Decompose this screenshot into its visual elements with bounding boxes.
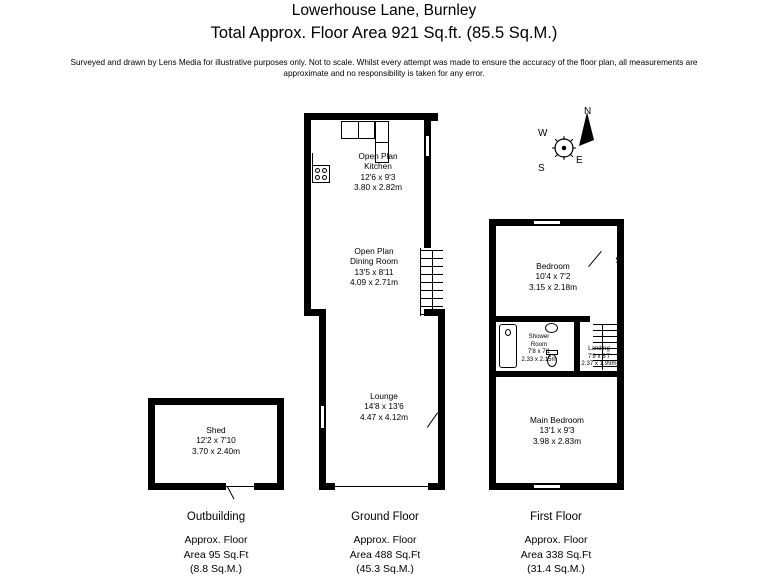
compass-rose (532, 106, 608, 182)
lounge-window-left (320, 405, 325, 429)
outbuilding-plan (148, 398, 284, 490)
ground-floor-plan (304, 113, 454, 490)
dining-label (324, 246, 424, 288)
shed-dim-metric: 3.70 x 2.40m (192, 445, 240, 456)
page-title: Lowerhouse Lane, Burnley (291, 2, 477, 19)
bedroom-s-marker: S (615, 255, 621, 265)
kitchen-cabinet-line (375, 142, 389, 143)
bedroom-dim-metric: 3.15 x 2.18m (529, 281, 577, 292)
disclaimer (64, 57, 704, 79)
compass-east-label: E (576, 155, 583, 166)
kitchen-wall-right-upper (431, 113, 438, 121)
shower-room-dim-metric: 2.33 x 2.15m (521, 355, 557, 363)
ground-area-line2: Area 488 Sq.Ft (349, 548, 421, 561)
ground-wall-right-jog (424, 309, 445, 316)
kitchen-name-line1: Open Plan (358, 151, 398, 161)
landing-dim-imperial: 7'9 x 6'7 (587, 352, 611, 360)
bedroom-label (503, 261, 603, 292)
ground-wall-right-lower (438, 309, 445, 490)
main-bedroom-dim-metric: 3.98 x 2.83m (533, 435, 581, 446)
landing-label (575, 345, 623, 368)
ground-wall-left-step (319, 309, 326, 395)
ground-wall-bottom-left (319, 483, 335, 490)
kitchen-name-line2: Kitchen (364, 161, 392, 172)
lounge-label (332, 391, 436, 422)
first-floor-plan (489, 219, 624, 490)
footer-text-ground-floor (285, 533, 485, 577)
lounge-name: Lounge (370, 391, 398, 401)
first-wall-landing-bottom (489, 371, 624, 377)
first-wall-left (489, 219, 496, 490)
shed-wall-left (148, 398, 155, 490)
kitchen-hob-burner-2 (322, 168, 327, 173)
main-bedroom-label (502, 415, 612, 446)
ground-front-threshold (335, 486, 428, 487)
shower-room-name-line2: Room (530, 340, 548, 348)
dining-dim-metric: 4.09 x 2.71m (350, 277, 398, 288)
lounge-dim-imperial: 14'8 x 13'6 (364, 401, 404, 412)
outbuilding-area-line3: (8.8 Sq.M.) (190, 563, 242, 575)
ground-area-line3: (45.3 Sq.M.) (356, 563, 414, 575)
first-area-line2: Area 338 Sq.Ft (520, 548, 592, 561)
compass-north-label: N (584, 106, 592, 117)
shower-room-name-line1: Shower (528, 333, 550, 340)
kitchen-sink-divider (358, 122, 359, 138)
footer-title-ground-floor: Ground Floor (351, 511, 419, 523)
compass-west-label: W (538, 128, 548, 139)
kitchen-worktop-edge (312, 153, 313, 165)
bedroom-name: Bedroom (536, 261, 570, 271)
bedroom-window (533, 220, 561, 225)
shed-wall-top (148, 398, 284, 405)
disclaimer-line-2: all measurements are approximate and no responsibility is taken for any error. (283, 58, 698, 78)
shed-wall-bottom-left (148, 483, 226, 490)
kitchen-label (330, 151, 426, 193)
outbuilding-area-line1: Approx. Floor (184, 534, 248, 546)
kitchen-dim-imperial: 12'6 x 9'3 (360, 171, 396, 182)
dining-name-line2: Dining Room (350, 256, 398, 267)
landing-name: Landing (588, 345, 610, 352)
kitchen-hob (312, 165, 330, 183)
main-bedroom-dim-imperial: 13'1 x 9'3 (539, 425, 575, 436)
kitchen-hob-burner-4 (322, 175, 327, 180)
kitchen-wall-left (304, 113, 311, 315)
main-bedroom-window (533, 484, 561, 489)
compass-south-label: S (538, 163, 545, 174)
shed-label (172, 425, 260, 456)
ground-wall-bottom-right (428, 483, 445, 490)
kitchen-hob-burner-3 (315, 175, 320, 180)
shed-door-threshold (226, 486, 254, 487)
main-bedroom-name: Main Bedroom (530, 415, 584, 425)
footer-text-first-floor (456, 533, 656, 577)
dining-name-line1: Open Plan (354, 246, 394, 256)
shower-room-label (511, 333, 567, 363)
bedroom-dim-imperial: 10'4 x 7'2 (535, 271, 571, 282)
first-area-line3: (31.4 Sq.M.) (527, 563, 585, 575)
shed-door-leaf (227, 487, 234, 500)
kitchen-dim-metric: 3.80 x 2.82m (354, 182, 402, 193)
first-area-line1: Approx. Floor (524, 534, 588, 546)
page-subtitle: Total Approx. Floor Area 921 Sq.ft. (85.5 Sq.M.) (210, 24, 558, 42)
dining-dim-imperial: 13'5 x 8'11 (354, 266, 394, 277)
footer-title-first-floor: First Floor (530, 511, 582, 523)
shed-name: Shed (206, 425, 226, 435)
kitchen-hob-burner-1 (315, 168, 320, 173)
wash-basin (545, 323, 558, 333)
shed-dim-imperial: 12'2 x 7'10 (196, 435, 236, 446)
kitchen-wall-top (304, 113, 438, 120)
shed-wall-right (277, 398, 284, 490)
landing-dim-metric: 2.37 x 1.99m (581, 360, 617, 368)
outbuilding-area-line2: Area 95 Sq.Ft (183, 548, 249, 561)
ground-staircase-rail (432, 250, 433, 314)
shed-wall-bottom-right (254, 483, 284, 490)
lounge-dim-metric: 4.47 x 4.12m (360, 411, 408, 422)
ground-area-line1: Approx. Floor (353, 534, 417, 546)
disclaimer-line-1: Surveyed and drawn by Lens Media for illustrative purposes only. Not to scale. Whilst every attempt was made to ensure the accuracy of the floor plan, (70, 58, 617, 67)
footer-title-outbuilding: Outbuilding (186, 511, 246, 523)
shower-room-dim-imperial: 7'8 x 7'1 (527, 348, 551, 356)
